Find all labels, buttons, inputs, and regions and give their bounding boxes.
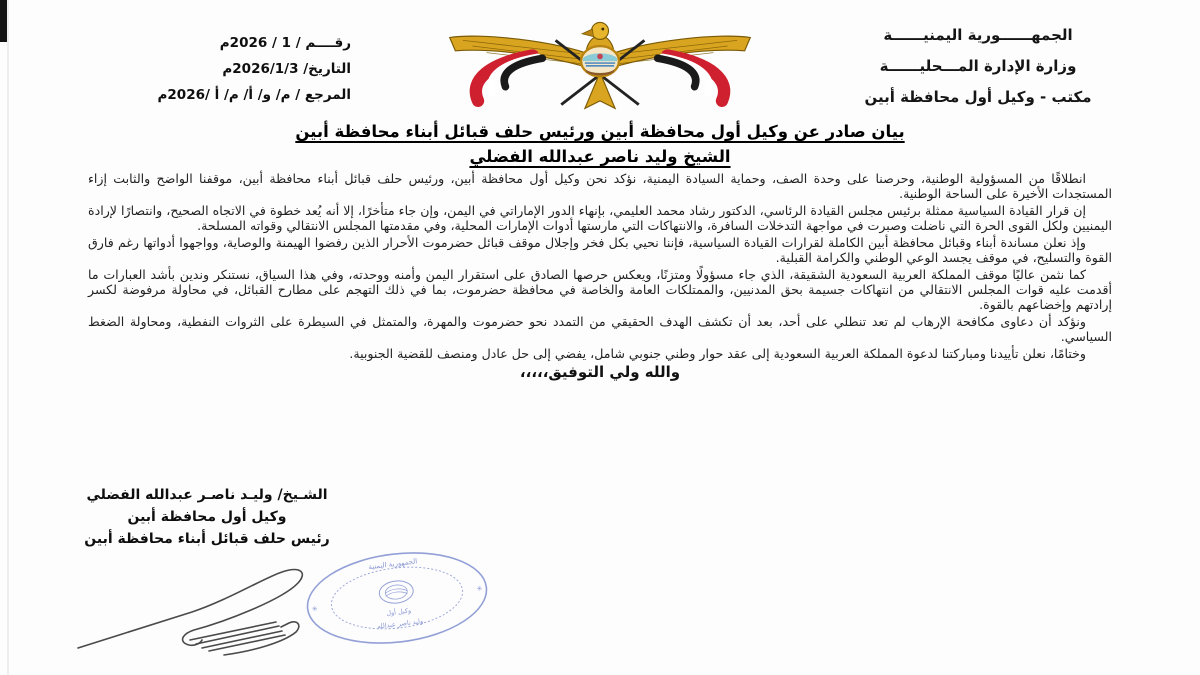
svg-text:✳: ✳ [311, 604, 319, 614]
signature-block [52, 484, 362, 550]
letterhead-right-block [778, 20, 1178, 113]
stamp-bottom-text: وليد ناصر عبدالله [376, 617, 424, 631]
statement-title-line2: الشيخ وليد ناصر عبدالله الفضلي [469, 147, 731, 166]
yemen-coat-of-arms-icon [435, 12, 765, 116]
scan-edge-artifact [0, 0, 7, 42]
body-paragraph-3: وإذ نعلن مساندة أبناء وقبائل محافظة أبين الكاملة لقرارات القيادة السياسية، فإننا نحيي بكل فخر وإجلال موقف قبائل حضرموت الأحرار الذين رفضوا الهيمنة والوصاية، وواجهوا أدواتها رغم فارق القوة والتسليح، في موقف يجسد الوعي الوطني والكرامة القبلية. [88, 235, 1112, 265]
body-paragraph-2: إن قرار القيادة السياسية ممثلة برئيس مجلس القيادة الرئاسي، الدكتور رشاد محمد العليمي، بإنهاء الدور الإماراتي في اليمن، وإن جاء متأخرًا، إلا أنه يُعد خطوة في الاتجاه الصحيح، وانتصارًا لإرادة اليمنيين ولكل القوى الحرة التي ناضلت وصبرت في مواجهة التدخلات السافرة، والانتهاكات التي مارستها أدوات الإمارات المحلية، وفي مقدمتها المجلس الانتقالي وقواته المسلحة. [88, 203, 1112, 233]
stamp-mid-text: وكيل أول [385, 606, 412, 618]
document-number: رقــــم / 1 / 2026م [219, 35, 351, 51]
handwritten-signature [72, 552, 317, 664]
body-paragraph-4: كما نثمن عاليًا موقف المملكة العربية السعودية الشقيقة، الذي جاء مسؤولًا ومتزنًا، ويعكس حرصها الصادق على استقرار اليمن وأمنه ووحدته، وفي هذا السياق، نستنكر وندين بأشد العبارات ما أقدمت عليه قوات المجلس الانتقالي من انتهاكات جسيمة بحق المدنيين، والممتلكات العامة والخاصة في محافظة حضرموت، بما في ذلك التهجم على مطارح القبائل، في محاولة مرفوضة لكسر إرادتهم وإخضاعهم بالقوة. [88, 267, 1112, 312]
statement-title [60, 119, 1140, 169]
statement-title-line1: بيان صادر عن وكيل أول محافظة أبين ورئيس حلف قبائل أبناء محافظة أبين [295, 122, 905, 141]
signatory-title-1: وكيل أول محافظة أبين [127, 509, 287, 525]
signatory-name: الشـيخ/ وليـد ناصـر عبدالله الفضلي [86, 487, 328, 503]
document-reference: المرجع / م/ و/ أ/ م/ أ /2026م [157, 87, 351, 103]
country-name: الجمهــــــورية اليمنيــــــة [883, 26, 1073, 44]
official-stamp [300, 548, 495, 648]
stamp-top-text: الجمهورية اليمنية [368, 557, 418, 572]
statement-body [88, 172, 1112, 382]
body-paragraph-6: وختامًا، نعلن تأييدنا ومباركتنا لدعوة المملكة العربية السعودية إلى عقد حوار وطني جنوبي شامل، يفضي إلى حل عادل ومنصف للقضية الجنوبية. [349, 346, 1086, 362]
ministry-name: وزارة الإدارة المـــحليــــــة [879, 57, 1077, 75]
scan-edge-line [7, 0, 9, 675]
body-paragraph-1: انطلاقًا من المسؤولية الوطنية، وحرصنا على وحدة الصف، وحماية السيادة اليمنية، نؤكد نحن وكيل أول محافظة أبين، ورئيس حلف قبائل أبناء محافظة أبين، موقفنا الواضح والثابت إزاء المستجدات الأخيرة على الساحة الوطنية. [88, 171, 1112, 201]
svg-text:✳: ✳ [476, 584, 483, 594]
body-paragraph-5: ونؤكد أن دعاوى مكافحة الإرهاب لم تعد تنطلي على أحد، بعد أن تكشف الهدف الحقيقي من التمدد نحو حضرموت والمهرة، والمتمثل في السيطرة على الثروات النفطية، ومحاولة الضغط السياسي. [88, 314, 1112, 344]
signatory-title-2: رئيس حلف قبائل أبناء محافظة أبين [84, 531, 330, 547]
letterhead-left-block [26, 30, 351, 108]
closing-invocation: والله ولي التوفيق،،،،، [519, 362, 681, 381]
office-name: مكتب - وكيل أول محافظة أبين [864, 88, 1092, 106]
document-date: التاريخ/ 2026/1/3م [222, 61, 351, 77]
